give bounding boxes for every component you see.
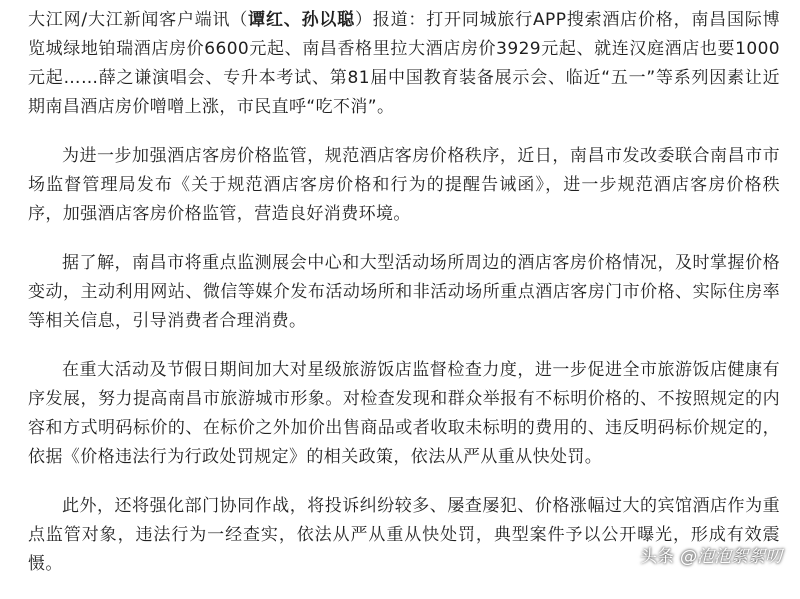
paragraph-4: 在重大活动及节假日期间加大对星级旅游饭店监督检查力度，进一步促进全市旅游饭店健康有序发展，努力提高南昌市旅游城市形象。对检查发现和群众举报有不标明价格的、不按照规定的内容和方式明码标价的、在标价之外加价出售商品或者收取未标明的费用的、违反明码标价规定的，依据《价格违法行为行政处罚规定》的相关政策，依法从严从重从快处罚。 (28, 360, 780, 467)
paragraph-5: 此外，还将强化部门协同作战，将投诉纠纷较多、屡查屡犯、价格涨幅过大的宾馆酒店作为重点监管对象，违法行为一经查实，依法从严从重从快处罚，典型案件予以公开曝光，形成有效震慑。 (28, 496, 780, 574)
paragraph-3: 据了解，南昌市将重点监测展会中心和大型活动场所周边的酒店客房价格情况，及时掌握价格变动，主动利用网站、微信等媒介发布活动场所和非活动场所重点酒店客房门市价格、实际住房率等相关信息，引导消费者合理消费。 (28, 253, 780, 331)
author-names: 谭红、孙以聪 (248, 10, 355, 30)
paragraph-2: 为进一步加强酒店客房价格监管，规范酒店客房价格秩序，近日，南昌市发改委联合南昌市市场监督管理局发布《关于规范酒店客房价格和行为的提醒告诫函》，进一步规范酒店客房价格秩序，加强酒店客房价格监管，营造良好消费环境。 (28, 146, 780, 224)
article-body (28, 6, 780, 599)
paragraph-1-body: ）报道：打开同城旅行APP搜索酒店价格，南昌国际博览城绿地铂瑞酒店房价6600元起、南昌香格里拉大酒店房价3929元起、就连汉庭酒店也要1000元起……薛之谦演唱会、专升本考试、第81届中国教育装备展示会、临近“五一”等系列因素让近期南昌酒店房价噌噌上涨，市民直呼“吃不消”。 (28, 10, 780, 117)
paragraph-1-lead: 大江网/大江新闻客户端讯（ (28, 10, 249, 30)
watermark-source: 头条 (640, 547, 674, 567)
watermark (640, 542, 782, 567)
watermark-author: @泡泡絮絮叨 (680, 547, 782, 567)
paragraph-1 (28, 6, 780, 122)
